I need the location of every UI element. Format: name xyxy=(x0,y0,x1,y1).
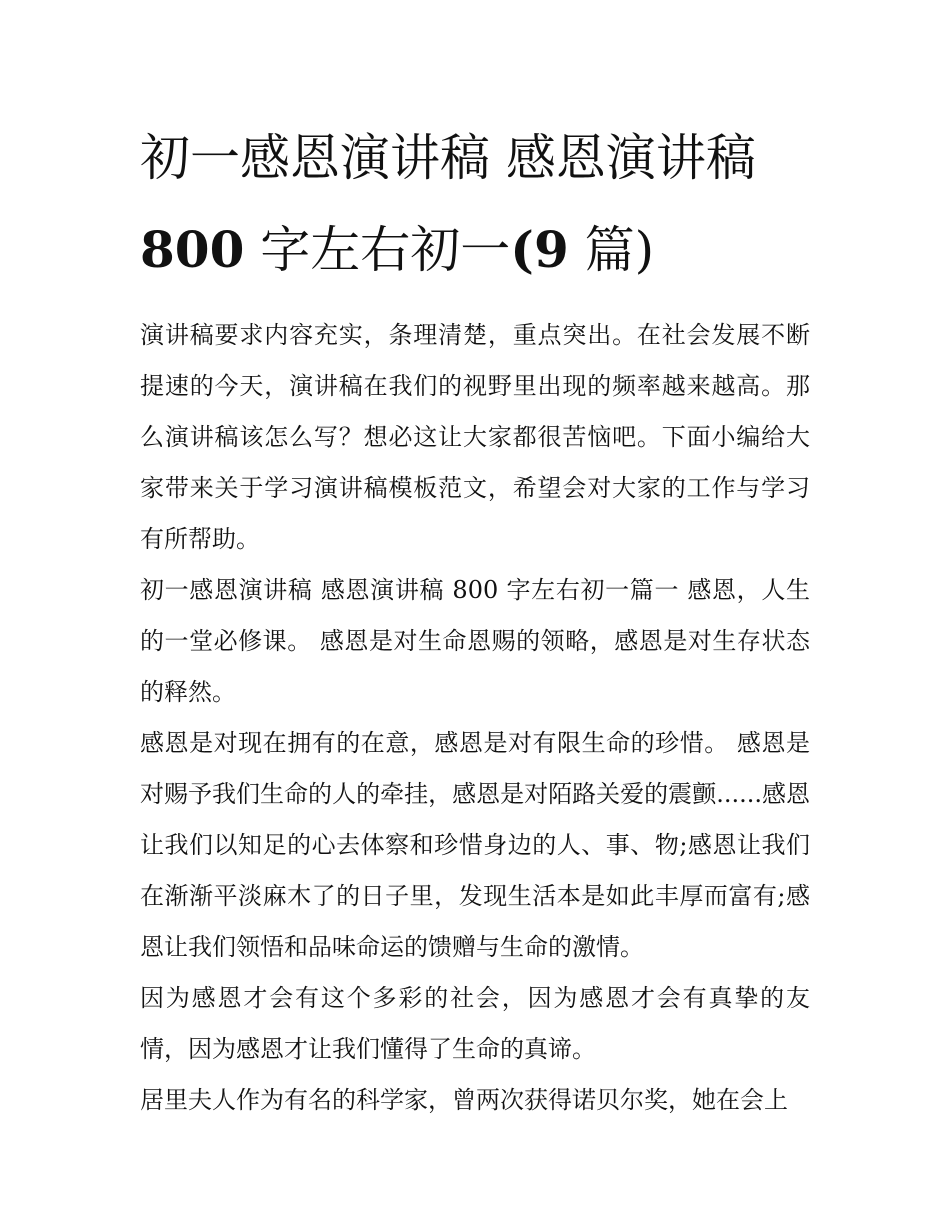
document-title xyxy=(140,112,810,296)
title-line-2 xyxy=(140,204,810,296)
paragraph-1: 初一感恩演讲稿 感恩演讲稿 800 字左右初一篇一 感恩，人生的一堂必修课。 感恩是对生命恩赐的领略，感恩是对生存状态的释然。 xyxy=(140,576,810,706)
title-end: 篇) xyxy=(568,221,655,279)
title-paren-count: (9 xyxy=(510,220,569,279)
title-middle: 字左右初一 xyxy=(244,221,511,279)
paragraph-4: 居里夫人作为有名的科学家，曾两次获得诺贝尔奖，她在会上 xyxy=(140,1086,788,1114)
paragraph-2: 感恩是对现在拥有的在意，感恩是对有限生命的珍惜。 感恩是对赐予我们生命的人的牵挂，感恩是对陌路关爱的震颤......感恩让我们以知足的心去体察和珍惜身边的人、事、物;感恩让我们在渐渐平淡麻木了的日子里，发现生活本是如此丰厚而富有;感恩让我们领悟和品味命运的馈赠与生命的激情。 xyxy=(140,729,810,961)
title-line-1: 初一感恩演讲稿 感恩演讲稿 xyxy=(140,129,756,187)
paragraph-3: 因为感恩才会有这个多彩的社会，因为感恩才会有真挚的友情，因为感恩才让我们懂得了生命的真谛。 xyxy=(140,984,810,1063)
title-number: 800 xyxy=(140,220,245,279)
paragraph-intro: 演讲稿要求内容充实，条理清楚，重点突出。在社会发展不断提速的今天，演讲稿在我们的视野里出现的频率越来越高。那么演讲稿该怎么写？想必这让大家都很苦恼吧。下面小编给大家带来关于学习演讲稿模板范文，希望会对大家的工作与学习有所帮助。 xyxy=(140,321,810,553)
